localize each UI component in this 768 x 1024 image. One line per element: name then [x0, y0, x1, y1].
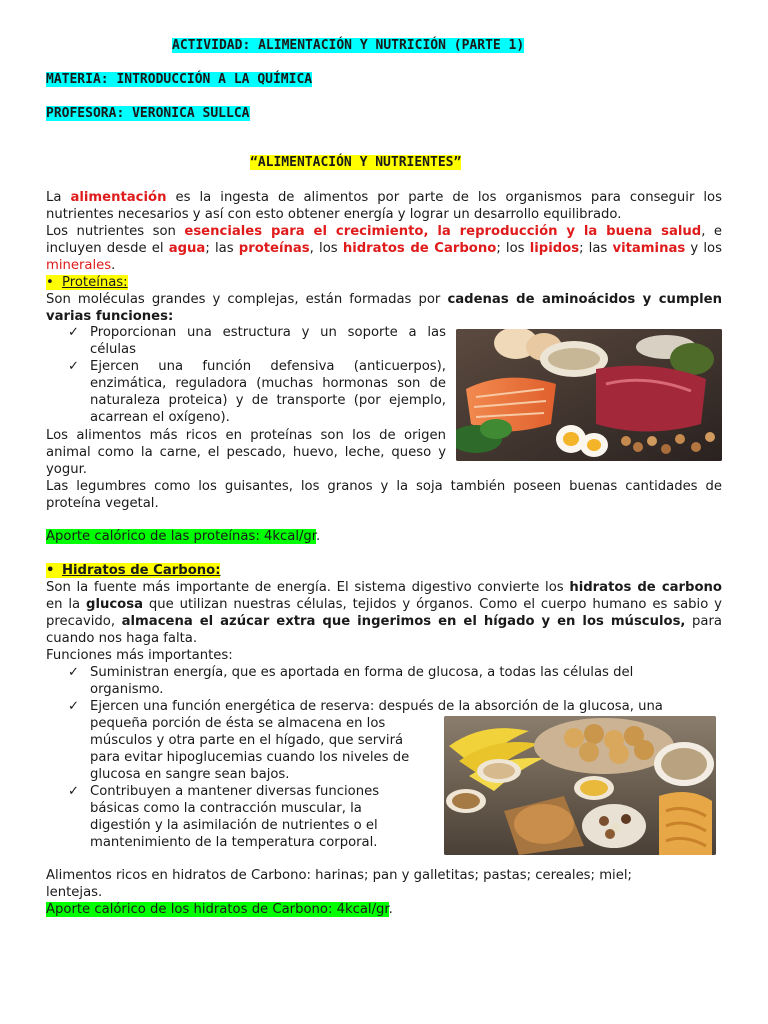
proteins-heading: • Proteínas:	[46, 275, 128, 290]
carbs-line-5: Funciones más importantes:	[46, 648, 233, 663]
proteins-rich-line-5: proteína vegetal.	[46, 496, 159, 511]
activity-title: ACTIVIDAD: ALIMENTACIÓN Y NUTRICIÓN (PARTE 1)	[172, 38, 525, 53]
proteins-line-1: Son moléculas grandes y complejas, están formadas por cadenas de aminoácidos y cumplen	[46, 292, 722, 307]
carbs-caloric: Aporte calórico de los hidratos de Carbono: 4kcal/gr.	[46, 902, 393, 917]
carbs-line-3: precavido, almacena el azúcar extra que ingerimos en el hígado y en los músculos, para	[46, 614, 722, 629]
intro-line-3: Los nutrientes son esenciales para el crecimiento, la reproducción y la buena salud, e	[46, 224, 722, 239]
carbs-heading: • Hidratos de Carbono:	[46, 563, 221, 578]
carbs-item-1-line-2: organismo.	[90, 682, 164, 697]
proteins-item-1-line-1: Proporcionan una estructura y un soporte a las	[90, 325, 446, 340]
carbs-line-4: cuando nos haga falta.	[46, 631, 198, 646]
carbs-item-3-line-1: Contribuyen a mantener diversas funciones	[90, 784, 380, 799]
carbs-line-2: en la glucosa que utilizan nuestras células, tejidos y órganos. Como el cuerpo humano es sabio y	[46, 597, 722, 612]
intro-line-4: incluyen desde el agua; las proteínas, los hidratos de Carbono; los lipidos; las vitaminas y los	[46, 241, 722, 256]
bullet-icon: •	[46, 563, 55, 578]
check-icon: ✓	[68, 699, 80, 714]
intro-line-5: minerales.	[46, 258, 116, 273]
carbs-item-1-line-1: Suministran energía, que es aportada en forma de glucosa, a todas las células del	[90, 665, 634, 680]
proteins-line-2: varias funciones:	[46, 309, 174, 324]
carbs-item-2-line-2: pequeña porción de ésta se almacena en los	[90, 716, 386, 731]
proteins-item-2-line-2: enzimática, reguladora (muchas hormonas son de	[90, 376, 446, 391]
carbs-item-2-line-3: músculos y otra parte en el hígado, que servirá	[90, 733, 404, 748]
proteins-rich-line-4: Las legumbres como los guisantes, los granos y la soja también poseen buenas cantidades de	[46, 479, 722, 494]
proteins-item-2-line-3: naturaleza proteica) y de transporte (por ejemplo,	[90, 393, 446, 408]
check-icon: ✓	[68, 665, 80, 680]
carb-foods-illustration	[444, 716, 716, 855]
protein-foods-illustration	[456, 329, 722, 461]
proteins-rich-line-1: Los alimentos más ricos en proteínas son los de origen	[46, 428, 446, 443]
carbs-line-1: Son la fuente más importante de energía. El sistema digestivo convierte los hidratos de carbono	[46, 580, 722, 595]
teacher-line: PROFESORA: VERONICA SULLCA	[46, 106, 250, 121]
proteins-rich-line-2: animal como la carne, el pescado, huevo, leche, queso y	[46, 445, 446, 460]
protein-foods-image	[456, 329, 722, 461]
carbs-rich-line-2: lentejas.	[46, 885, 103, 900]
proteins-item-2-line-1: Ejercen una función defensiva (anticuerpos),	[90, 359, 446, 374]
carbs-item-2-line-1: Ejercen una función energética de reserva: después de la absorción de la glucosa, una	[90, 699, 663, 714]
intro-line-2: nutrientes necesarios y así con esto obtener energía y lograr un desarrollo equilibrado.	[46, 207, 622, 222]
check-icon: ✓	[68, 784, 80, 799]
intro-line-1: La alimentación es la ingesta de alimentos por parte de los organismos para conseguir los	[46, 190, 722, 205]
check-icon: ✓	[68, 359, 80, 374]
carbs-item-3-line-4: mantenimiento de la temperatura corporal.	[90, 835, 378, 850]
check-icon: ✓	[68, 325, 80, 340]
bullet-icon: •	[46, 275, 54, 290]
section-title: “ALIMENTACIÓN Y NUTRIENTES”	[250, 155, 462, 170]
proteins-rich-line-3: yogur.	[46, 462, 88, 477]
carbs-item-3-line-2: básicas como la contracción muscular, la	[90, 801, 362, 816]
carb-foods-image	[444, 716, 716, 855]
subject-line: MATERIA: INTRODUCCIÓN A LA QUÍMICA	[46, 72, 313, 87]
carbs-item-2-line-5: glucosa en sangre sean bajos.	[90, 767, 290, 782]
carbs-rich-line-1: Alimentos ricos en hidratos de Carbono: harinas; pan y galletitas; pastas; cereales; miel;	[46, 868, 632, 883]
proteins-caloric: Aporte calórico de las proteínas: 4kcal/gr.	[46, 529, 321, 544]
proteins-item-1-line-2: células	[90, 342, 137, 357]
proteins-item-2-line-4: acarrean el oxígeno).	[90, 410, 230, 425]
carbs-item-3-line-3: digestión y la asimilación de nutrientes o el	[90, 818, 378, 833]
carbs-item-2-line-4: para evitar hipoglucemias cuando los niveles de	[90, 750, 410, 765]
